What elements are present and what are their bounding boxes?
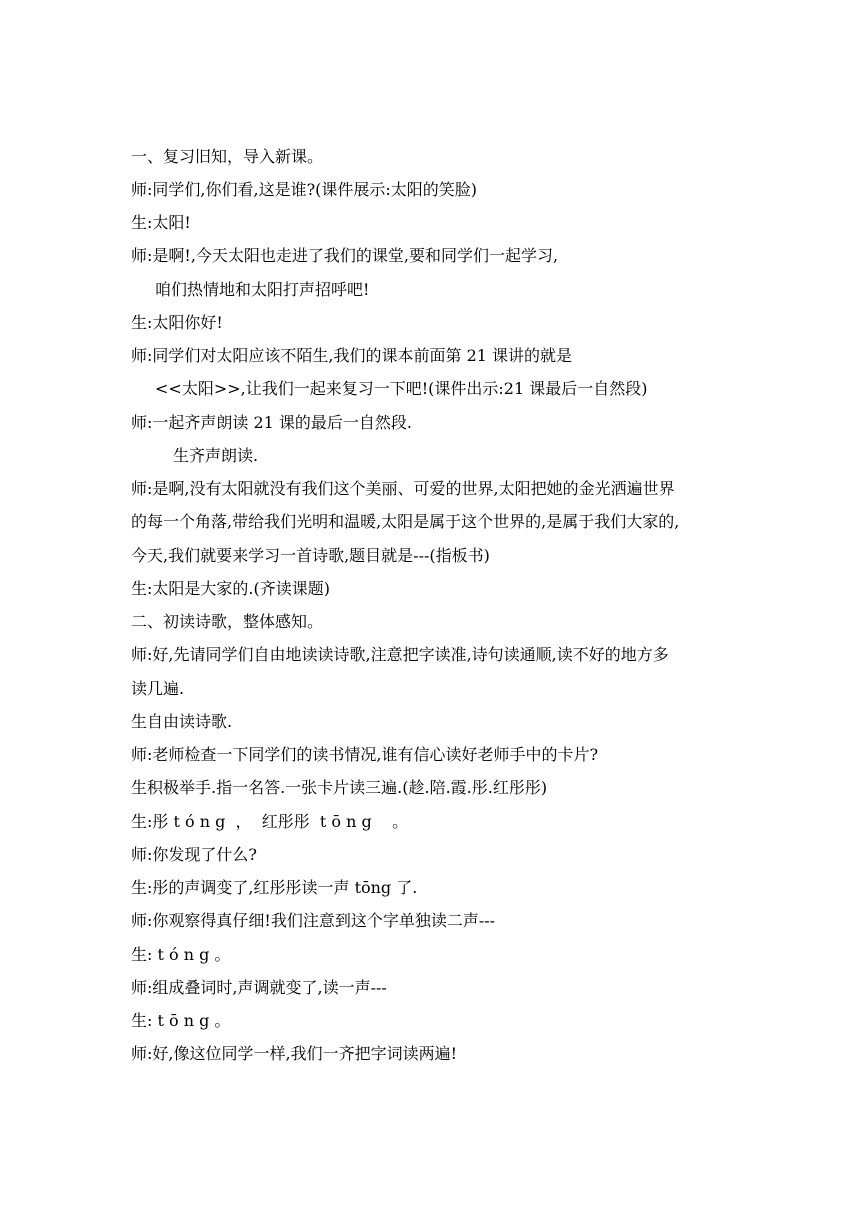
section-heading-2: 二、初读诗歌，整体感知。 (131, 612, 324, 631)
text-line: 读几遍. (131, 679, 185, 698)
text-line: 师:老师检查一下同学们的读书情况,谁有信心读好老师手中的卡片? (131, 745, 599, 764)
text-line: 生:彤 t ó n g ， 红彤彤 t ō n g 。 (131, 812, 409, 831)
text-line: 师:是啊,没有太阳就没有我们这个美丽、可爱的世界,太阳把她的金光洒遍世界 (131, 479, 675, 498)
text-line: 师:组成叠词时,声调就变了,读一声--- (131, 978, 387, 997)
text-line: 师:好,先请同学们自由地读读诗歌,注意把字读准,诗句读通顺,读不好的地方多 (131, 645, 669, 664)
text-line: 生自由读诗歌. (131, 712, 233, 731)
text-line: 生: t ó n g 。 (131, 945, 231, 964)
section-heading-1: 一、复习旧知，导入新课。 (131, 147, 324, 166)
text-line: 生积极举手.指一名答.一张卡片读三遍.(趁.陪.霞.彤.红彤彤) (131, 778, 548, 797)
text-line: 师:同学们对太阳应该不陌生,我们的课本前面第 21 课讲的就是 (131, 346, 573, 365)
text-line: 师:同学们,你们看,这是谁?(课件展示:太阳的笑脸) (131, 180, 478, 199)
text-line: <<太阳>>,让我们一起来复习一下吧!(课件出示:21 课最后一自然段) (155, 379, 648, 398)
text-line: 生:太阳你好! (131, 313, 223, 332)
text-line: 今天,我们就要来学习一首诗歌,题目就是---(指板书) (131, 546, 490, 565)
text-line: 师:是啊!,今天太阳也走进了我们的课堂,要和同学们一起学习, (131, 246, 559, 265)
text-line: 师:好,像这位同学一样,我们一齐把字词读两遍! (131, 1044, 457, 1063)
text-line: 生齐声朗读. (173, 446, 259, 465)
text-line: 咱们热情地和太阳打声招呼吧! (155, 280, 370, 299)
text-line: 师:你发现了什么? (131, 845, 257, 864)
text-line: 师:一起齐声朗读 21 课的最后一自然段. (131, 413, 413, 432)
text-line: 生:彤的声调变了,红彤彤读一声 tōng 了. (131, 878, 418, 897)
text-line: 生: t ō n g 。 (131, 1011, 231, 1030)
text-line: 师:你观察得真仔细!我们注意到这个字单独读二声--- (131, 911, 496, 930)
text-line: 生:太阳是大家的.(齐读课题) (131, 579, 330, 598)
text-line: 的每一个角落,带给我们光明和温暖,太阳是属于这个世界的,是属于我们大家的, (131, 512, 680, 531)
text-line: 生:太阳! (131, 213, 191, 232)
